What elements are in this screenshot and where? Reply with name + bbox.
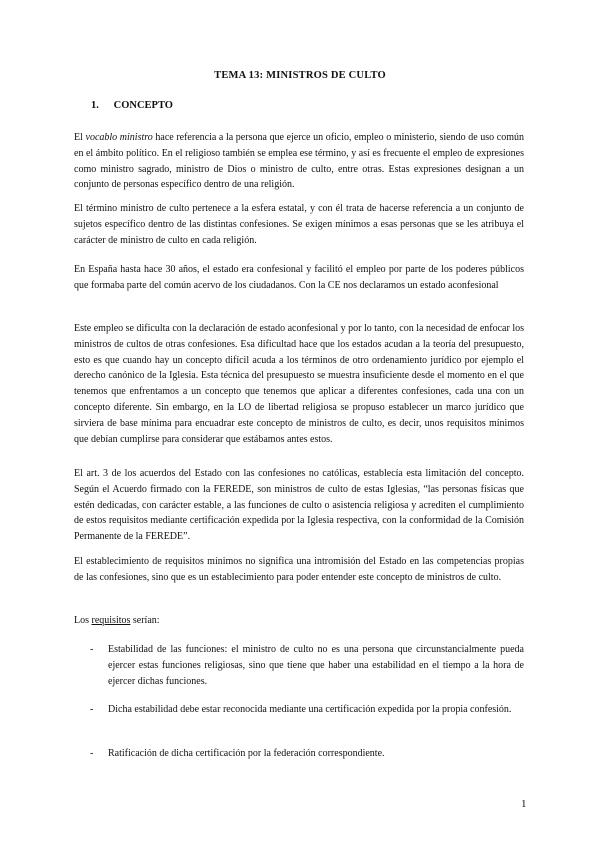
section-label: CONCEPTO (113, 100, 173, 111)
paragraph-2: El término ministro de culto pertenece a la esfera estatal, y con él trata de hacerse referencia a un conjunto de sujetos específico dentro de las distintas confesiones. Se exigen mínimos a esas personas que se les atribuya el carácter de ministro de culto en cada religión. (74, 203, 524, 246)
bullet-marker: - (90, 704, 94, 715)
bullet-marker: - (90, 748, 94, 759)
list-item (90, 746, 524, 762)
list-item-text: Ratificación de dicha certificación por la federación correspondiente. (108, 748, 385, 759)
paragraph-7-end: serían: (130, 615, 160, 626)
paragraph-7 (74, 613, 524, 629)
paragraph-5: El art. 3 de los acuerdos del Estado con las confesiones no católicas, establecía esta limitación del concepto. Según el Acuerdo firmado con la FEREDE, son ministros de culto de estas Iglesias, “las personas físicas que estén dedicadas, con carácter estable, a las funciones de culto o asistencia religiosa y acrediten el cumplimiento de estos requisitos mediante certificación expedida por la Iglesia respectiva, con la conformidad de la Comisión Permanente de la FEREDE”. (74, 468, 524, 543)
section-number: 1. (91, 100, 99, 111)
paragraph-3: En España hasta hace 30 años, el estado era confesional y facilitó el empleo por parte de los poderes públicos que formaba parte del común acervo de los ciudadanos. Con la CE nos declaramos un estado aconfesional (74, 264, 524, 291)
section-heading (91, 100, 173, 111)
list-item (90, 702, 524, 718)
paragraph-1-italic-term: vocablo ministro (85, 132, 153, 143)
paragraph-1 (74, 130, 524, 193)
paragraph-7-start: Los (74, 615, 92, 626)
paragraph-6: El establecimiento de requisitos mínimos no significa una intromisión del Estado en las competencias propias de las confesiones, sino que es un establecimiento para poder entender este concepto de ministros de culto. (74, 556, 524, 583)
paragraph-1-start: El (74, 132, 86, 143)
document-title: TEMA 13: MINISTROS DE CULTO (214, 70, 386, 81)
list-item-text: Dicha estabilidad debe estar reconocida mediante una certificación expedida por la propia confesión. (108, 704, 512, 715)
list-item-text: Estabilidad de las funciones: el ministro de culto no es una persona que circunstancialmente pueda ejercer estas funciones religiosas, sino que tiene que haber una estabilidad en el tiempo a la hora de ejercer dichas funciones. (108, 644, 524, 687)
paragraph-1-rest: hace referencia a la persona que ejerce un oficio, empleo o ministerio, siendo de uso común en el ámbito político. En el religioso también se emplea ese término, y así es frecuente el empleo de expresiones como ministro sagrado, ministro de Dios o ministro de culto, entre otras. Estas expresiones designan a un conjunto de personas específico dentro de una religión. (74, 132, 525, 191)
bullet-marker: - (90, 644, 94, 655)
paragraph-4: Este empleo se dificulta con la declaración de estado aconfesional y por lo tanto, con la necesidad de enfocar los ministros de cultos de otras confesiones. Esa dificultad hace que los estados acudan a la teoría del presupuesto, esto es que cuando hay un concepto difícil acuda a los términos de otro ordenamiento jurídico por ejemplo el derecho canónico de la Iglesia. Esta técnica del presupuesto se muestra insuficiente desde el momento en el que tenemos que enfrentamos a un concepto que tenemos que aplicar a diferentes confesiones, cada una con un concepto diferente. Sin embargo, en la LO de libertad religiosa se propuso establecer un marco jurídico que sirviera de base mínima para encuadrar este concepto de ministros de culto, es decir, unos requisitos mínimos que debían cumplirse para considerar que estábamos antes estos. (74, 323, 524, 445)
page-number: 1 (521, 798, 527, 810)
list-item (90, 642, 524, 689)
requisitos-underlined: requisitos (91, 615, 131, 626)
